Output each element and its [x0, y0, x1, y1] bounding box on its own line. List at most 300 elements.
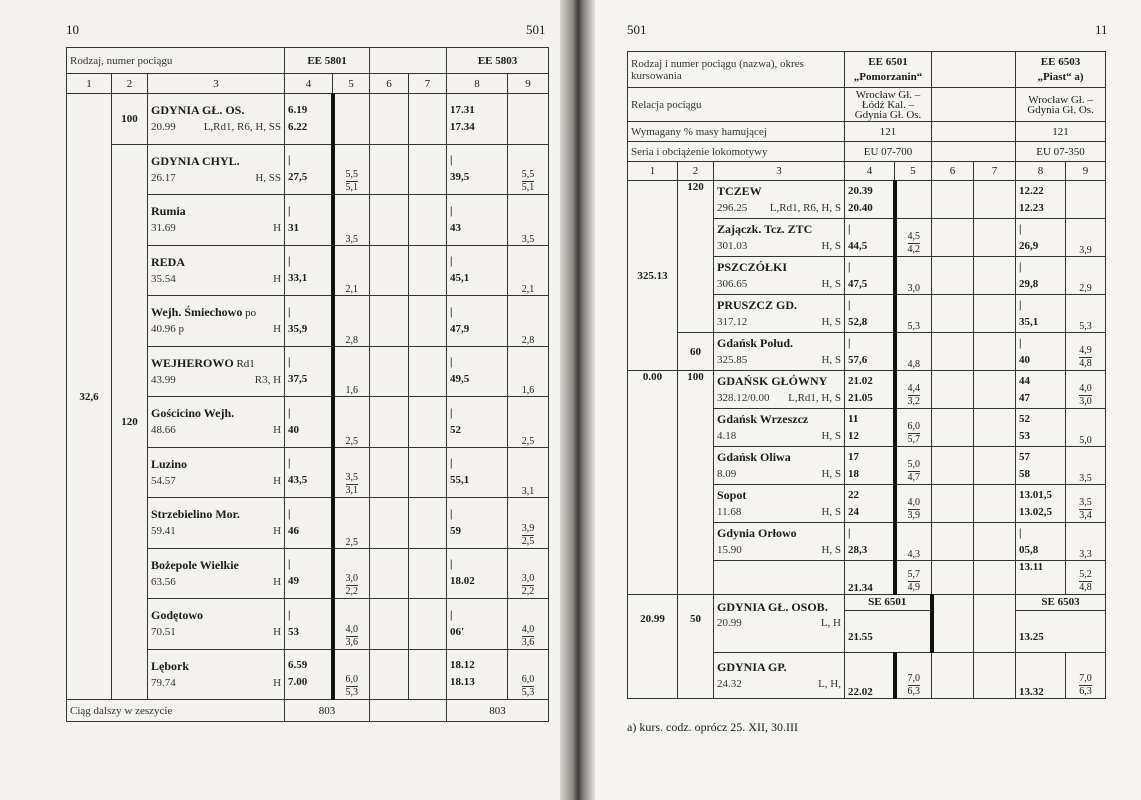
connection-train-cell	[845, 595, 932, 653]
empty-cell	[409, 498, 447, 549]
time-departure: 55,1	[450, 474, 470, 487]
running-time: 1,6	[521, 385, 535, 396]
time-cell	[845, 295, 895, 333]
train-number: EE 5803	[447, 48, 549, 74]
time-arrival: |	[848, 298, 851, 311]
empty-cell	[370, 296, 409, 347]
time-cell	[285, 649, 333, 700]
station-name: Rumia	[151, 204, 186, 219]
empty-cell	[409, 346, 447, 397]
station-cell	[148, 245, 285, 296]
time-arrival: |	[288, 558, 291, 571]
time-arrival: 21.02	[848, 374, 873, 387]
station-codes: H, S	[821, 544, 841, 556]
time-arrival: |	[1019, 336, 1022, 349]
station-codes: H, S	[821, 468, 841, 480]
empty-cell	[409, 397, 447, 448]
time-arrival: 21.34	[845, 561, 895, 595]
time-cell	[845, 523, 895, 561]
station-codes: H	[273, 525, 282, 538]
running-time-cell	[1066, 653, 1106, 699]
running-time-min: 5,3	[521, 687, 535, 698]
running-time-cell	[895, 295, 932, 333]
station-km: 11.68	[717, 506, 742, 518]
column-number: 2	[678, 162, 714, 181]
time-departure: 05,8	[1019, 543, 1039, 556]
column-numbers-row	[67, 74, 549, 94]
running-time-fraction	[908, 231, 921, 256]
time-arrival: |	[1019, 526, 1022, 539]
line-number: 501	[526, 22, 546, 37]
running-time-max: 5,5	[345, 169, 359, 180]
station-km: 306.65	[717, 278, 748, 290]
time-cell	[285, 498, 333, 549]
station-line	[151, 456, 281, 473]
running-time-min: 3,6	[345, 636, 359, 648]
time-cell	[447, 599, 508, 650]
column-number: 8	[1016, 162, 1066, 181]
station-details	[717, 314, 841, 330]
column-number: 8	[447, 74, 508, 94]
station-name: Gościcino Wejh.	[151, 406, 235, 421]
running-time-fraction	[1079, 673, 1092, 698]
empty-cell	[932, 257, 974, 295]
time-departure: 28,3	[848, 543, 868, 556]
time-arrival: 52	[1019, 412, 1031, 425]
empty-cell	[370, 649, 409, 700]
time-departure: 31	[288, 221, 300, 234]
station-km: 70.51	[151, 626, 176, 639]
column-number: 3	[148, 74, 285, 94]
running-time: 5,3	[907, 321, 920, 332]
running-time-fraction	[522, 169, 535, 194]
station-km: 24.32	[717, 678, 742, 690]
running-time-max: 4,5	[907, 231, 920, 242]
station-details	[717, 352, 841, 368]
time-cell	[845, 181, 895, 219]
running-time-cell	[333, 94, 370, 145]
running-time-cell	[895, 561, 932, 595]
time-departure: 18.02	[450, 575, 475, 588]
time-arrival: 6.59	[288, 659, 308, 672]
running-time-cell	[508, 245, 549, 296]
station-cell	[148, 447, 285, 498]
running-time-cell	[508, 649, 549, 700]
station-cell	[714, 257, 845, 295]
empty-cell	[932, 485, 974, 523]
running-time-fraction	[1079, 383, 1092, 408]
empty-cell	[932, 653, 974, 699]
time-cell	[285, 296, 333, 347]
time-departure: 27,5	[288, 171, 308, 184]
running-time-min: 6,3	[907, 686, 920, 697]
running-time: 3,5	[1079, 473, 1092, 484]
column-number: 1	[67, 74, 112, 94]
running-time: 3,9	[1079, 245, 1092, 256]
station-codes: H, S	[821, 278, 841, 290]
time-departure: 46	[288, 524, 300, 537]
time-cell	[845, 409, 895, 447]
station-codes: H	[273, 626, 282, 639]
time-arrival: |	[848, 260, 851, 273]
train-name: „Piast“ a)	[1037, 70, 1084, 83]
time-cell	[845, 219, 895, 257]
station-details	[717, 542, 841, 558]
running-time-cell	[508, 346, 549, 397]
station-line	[717, 449, 841, 466]
station-line	[151, 102, 281, 119]
time-cell	[1016, 409, 1066, 447]
time-arrival: |	[848, 336, 851, 349]
running-time-min: 5,3	[345, 687, 359, 698]
station-details	[717, 238, 841, 254]
running-time-cell	[1066, 257, 1106, 295]
running-time-cell	[895, 333, 932, 371]
station-name: WEJHEROWO	[151, 355, 234, 370]
station-codes: H, S	[821, 316, 841, 328]
running-time-max: 3,0	[345, 573, 359, 584]
running-time-cell	[1066, 523, 1106, 561]
block-label: 32,6	[79, 390, 99, 403]
running-time-cell	[895, 447, 932, 485]
station-km: 43.99	[151, 373, 176, 386]
time-departure: 47,5	[848, 277, 868, 290]
station-codes: L, H,	[818, 678, 841, 690]
station-suffix: Rd1	[233, 357, 255, 370]
station-cell	[148, 397, 285, 448]
footnote: a) kurs. codz. oprócz 25. XII, 30.III	[627, 720, 798, 734]
time-departure: 43	[450, 221, 462, 234]
column-number: 7	[974, 162, 1016, 181]
table-row	[628, 181, 1106, 219]
running-time-max: 5,2	[1079, 569, 1092, 580]
empty-cell	[974, 219, 1016, 257]
running-time-cell	[895, 523, 932, 561]
station-codes: R3, H	[254, 373, 282, 386]
running-time-fraction	[908, 497, 921, 522]
station-name: Bożepole Wielkie	[151, 557, 239, 572]
time-departure: 39,5	[450, 171, 470, 184]
station-codes: H	[273, 222, 282, 235]
station-km: 328.12/0.00	[717, 392, 770, 404]
running-time-max: 6,0	[907, 421, 920, 432]
block-km: 0.00	[628, 371, 678, 595]
empty-cell	[974, 485, 1016, 523]
station-name: PSZCZÓŁKI	[717, 260, 788, 274]
line-number: 501	[627, 22, 647, 37]
station-line	[151, 203, 281, 220]
station-codes: H, SS	[255, 171, 282, 184]
empty-cell	[409, 447, 447, 498]
running-time-cell	[333, 498, 370, 549]
running-time-min: 5,1	[345, 182, 359, 193]
station-details	[151, 271, 281, 287]
running-time-max: 4,0	[345, 623, 359, 635]
station-details	[151, 422, 281, 438]
time-cell	[285, 346, 333, 397]
running-time-cell	[333, 195, 370, 246]
empty-cell	[974, 595, 1016, 653]
time-departure: 21.55	[848, 631, 873, 643]
running-time-fraction	[1079, 345, 1092, 370]
time-arrival: 57	[1019, 450, 1031, 463]
running-time-cell	[508, 548, 549, 599]
station-suffix: po	[242, 307, 257, 320]
station-name: Gdańsk Wrzeszcz	[717, 412, 809, 426]
station-details	[717, 615, 841, 631]
empty-cell	[370, 346, 409, 397]
station-line	[717, 183, 841, 200]
time-arrival: 22	[848, 488, 859, 501]
time-arrival: |	[288, 457, 291, 470]
running-time-cell	[333, 397, 370, 448]
time-departure: 17.34	[450, 120, 475, 133]
station-details	[151, 675, 281, 691]
running-time-cell	[333, 296, 370, 347]
running-time-min: 4,7	[907, 472, 920, 483]
station-cell	[148, 94, 285, 145]
station-line	[717, 373, 841, 390]
station-details	[717, 390, 841, 406]
running-time-cell	[508, 195, 549, 246]
empty-cell	[932, 181, 974, 219]
time-arrival: |	[450, 154, 453, 167]
station-cell	[148, 296, 285, 347]
station-codes: H, S	[821, 430, 841, 442]
empty-cell	[974, 653, 1016, 699]
time-departure: 52,8	[848, 315, 868, 328]
time-departure: 26,9	[1019, 239, 1039, 252]
time-cell	[285, 599, 333, 650]
running-time-cell	[895, 219, 932, 257]
station-details	[717, 200, 841, 216]
column-number: 3	[714, 162, 845, 181]
time-cell	[845, 485, 895, 523]
running-time-cell	[333, 599, 370, 650]
time-arrival: 12.22	[1019, 184, 1044, 197]
empty-cell	[932, 295, 974, 333]
station-details	[717, 676, 841, 692]
time-cell	[1016, 485, 1066, 523]
running-time: 3,5	[521, 233, 535, 245]
time-cell	[1016, 295, 1066, 333]
running-time-fraction	[346, 472, 359, 497]
speed-limit: 120	[678, 181, 714, 333]
column-number: 5	[333, 74, 370, 94]
running-time-cell	[1066, 219, 1106, 257]
running-time-cell	[895, 409, 932, 447]
station-line	[717, 221, 841, 238]
station-line	[717, 259, 841, 276]
time-arrival: 13.32	[1016, 653, 1066, 699]
running-time: 1,6	[345, 385, 359, 396]
time-departure: 6.22	[288, 120, 308, 133]
time-cell	[1016, 523, 1066, 561]
station-km: 317.12	[717, 316, 748, 328]
running-time: 2,5	[345, 536, 359, 548]
station-line	[717, 335, 841, 352]
time-departure: 29,8	[1019, 277, 1039, 290]
time-cell	[447, 296, 508, 347]
running-time-cell	[895, 371, 932, 409]
time-arrival: 13.01,5	[1019, 488, 1053, 501]
empty-cell	[370, 94, 409, 145]
running-time-min: 5,7	[907, 434, 920, 445]
running-time-fraction	[346, 169, 359, 194]
time-arrival: |	[288, 507, 291, 520]
station-details	[717, 428, 841, 444]
station-codes: L,Rd1, H, S	[788, 392, 841, 404]
station-cell	[714, 409, 845, 447]
time-cell	[1016, 257, 1066, 295]
train-number: EE 5801	[285, 48, 370, 74]
time-arrival: 17	[848, 450, 859, 463]
empty-cell	[409, 599, 447, 650]
time-departure: 53	[288, 625, 300, 638]
empty-cell	[932, 523, 974, 561]
station-km: 325.85	[717, 354, 748, 366]
station-km: 296.25	[717, 202, 748, 214]
time-arrival: |	[450, 457, 453, 470]
time-departure: 06'	[450, 625, 465, 638]
time-arrival: 22.02	[845, 653, 895, 699]
time-departure: 18	[848, 467, 859, 480]
station-km: 15.90	[717, 544, 742, 556]
time-departure: 37,5	[288, 373, 308, 386]
running-time-min: 6,3	[1079, 686, 1092, 697]
running-time-max: 3,0	[521, 573, 535, 584]
running-time-min: 5,1	[521, 182, 535, 193]
running-time-max: 4,0	[521, 623, 535, 635]
station-cell	[714, 333, 845, 371]
running-time-cell	[1066, 371, 1106, 409]
time-departure: 53	[1019, 429, 1031, 442]
station-name: GDYNIA GŁ. OSOB.	[717, 600, 828, 614]
time-cell	[447, 144, 508, 195]
running-time-cell	[1066, 181, 1106, 219]
station-line	[151, 153, 281, 170]
station-km: 26.17	[151, 171, 176, 184]
time-departure: 59	[450, 524, 462, 537]
station-km: 4.18	[717, 430, 737, 442]
table-row	[628, 595, 1106, 653]
column-number: 5	[895, 162, 932, 181]
time-arrival: |	[288, 608, 291, 621]
running-time-cell	[508, 144, 549, 195]
running-time-max: 4,9	[1079, 345, 1092, 356]
station-codes: H	[273, 323, 282, 336]
time-arrival: |	[450, 356, 453, 369]
time-departure: 49,5	[450, 373, 470, 386]
station-name: GDYNIA CHYL.	[151, 153, 240, 168]
station-name: GDYNIA GP.	[717, 660, 787, 674]
empty-cell	[974, 181, 1016, 219]
time-departure: 44,5	[848, 239, 868, 252]
time-cell	[447, 346, 508, 397]
running-time-fraction	[908, 569, 921, 594]
running-time-cell	[895, 485, 932, 523]
station-details	[151, 574, 281, 590]
running-time-cell	[508, 599, 549, 650]
continuation-label: Ciąg dalszy w zeszycie	[67, 700, 285, 722]
station-line	[151, 405, 281, 422]
empty-cell	[370, 144, 409, 195]
running-time-max: 3,9	[521, 522, 535, 534]
station-line	[151, 607, 281, 624]
time-departure: 47,9	[450, 322, 470, 335]
time-cell	[447, 245, 508, 296]
station-name: REDA	[151, 254, 186, 269]
empty-cell	[974, 561, 1016, 595]
time-arrival: |	[450, 255, 453, 268]
station-cell	[714, 523, 845, 561]
station-codes: H	[273, 424, 282, 437]
running-time-max: 5,5	[521, 169, 535, 180]
column-number: 4	[285, 74, 333, 94]
time-departure: 35,9	[288, 322, 308, 335]
time-cell	[845, 447, 895, 485]
time-arrival: |	[450, 608, 453, 621]
running-time-max: 4,4	[907, 383, 920, 394]
empty-cell	[974, 257, 1016, 295]
station-name: Gdynia Orłowo	[717, 526, 797, 540]
station-line	[717, 487, 841, 504]
station-cell	[148, 548, 285, 599]
time-arrival: |	[848, 526, 851, 539]
time-arrival: |	[288, 204, 291, 217]
speed-limit: 100	[112, 94, 148, 145]
time-departure: 21.05	[848, 391, 873, 404]
time-departure: 40	[288, 423, 300, 436]
time-departure: 43,5	[288, 474, 308, 487]
empty-cell	[932, 561, 974, 595]
empty-cell	[409, 649, 447, 700]
empty-cell	[370, 599, 409, 650]
loco-label: Seria i obciążenie lokomotywy	[628, 142, 845, 162]
station-cell	[714, 653, 845, 699]
running-time-cell	[508, 447, 549, 498]
running-time-max: 6,0	[521, 674, 535, 685]
running-time-cell	[1066, 333, 1106, 371]
empty-cell	[932, 371, 974, 409]
empty-cell	[932, 595, 974, 653]
time-arrival: |	[450, 406, 453, 419]
column-number: 9	[508, 74, 549, 94]
speed-limit: 100	[678, 371, 714, 595]
station-km: 20.99	[717, 617, 742, 629]
running-time-cell	[333, 144, 370, 195]
empty-cell	[932, 409, 974, 447]
empty-cell	[974, 333, 1016, 371]
station-cell	[714, 181, 845, 219]
time-departure: 20.40	[848, 201, 873, 214]
empty-cell	[974, 523, 1016, 561]
station-name: Zajączk. Tcz. ZTC	[717, 222, 813, 236]
running-time-fraction	[522, 573, 535, 598]
station-line	[151, 658, 281, 675]
running-time-cell	[1066, 409, 1106, 447]
empty-cell	[974, 447, 1016, 485]
page-number: 11	[1095, 22, 1108, 37]
speed-limit: 120	[112, 144, 148, 700]
station-codes: L,Rd1, R6, H, S	[769, 202, 841, 214]
time-arrival: 11	[848, 412, 859, 425]
station-details	[151, 473, 281, 489]
time-cell	[845, 257, 895, 295]
time-arrival: 6.19	[288, 103, 308, 116]
empty-cell	[370, 195, 409, 246]
station-cell	[148, 498, 285, 549]
